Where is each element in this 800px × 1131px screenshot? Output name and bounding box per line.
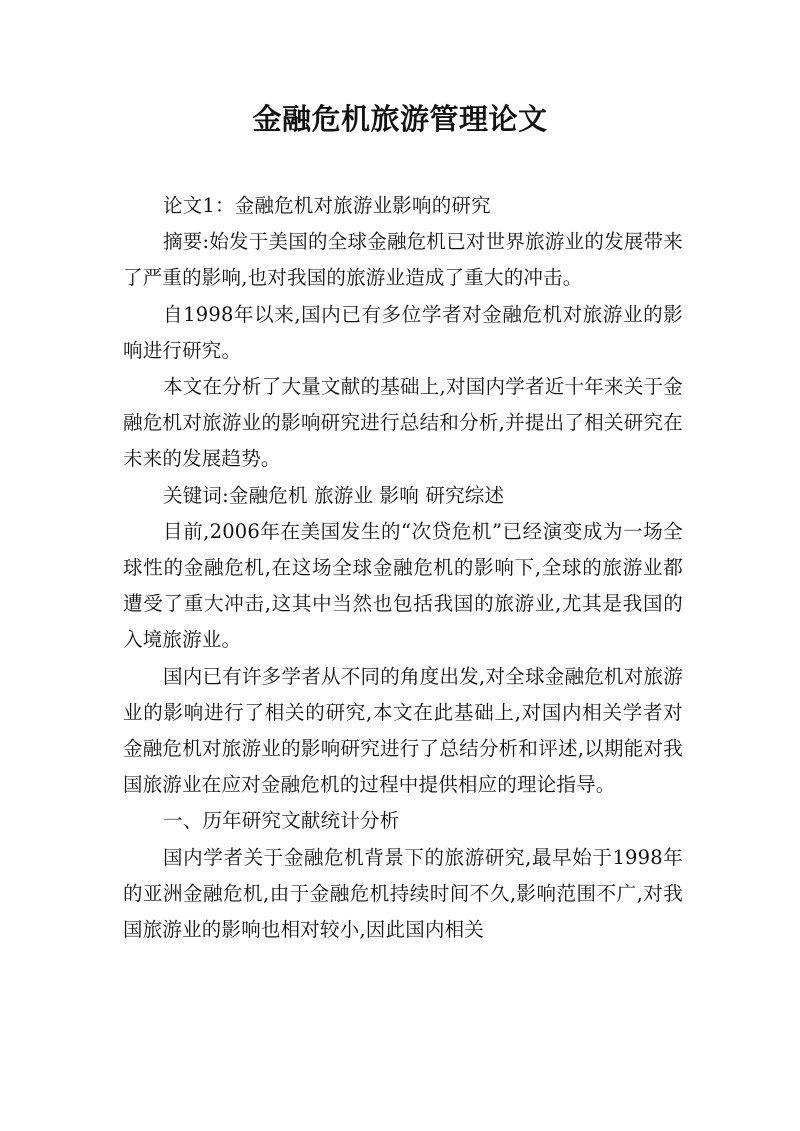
abstract-paragraph: 摘要:始发于美国的全球金融危机已对世界旅游业的发展带来了严重的影响,也对我国的旅游业造成了重大的冲击。	[123, 230, 683, 290]
abstract-paragraph: 自1998年以来,国内已有多位学者对金融危机对旅游业的影响进行研究。	[123, 302, 683, 362]
abstract-paragraph: 本文在分析了大量文献的基础上,对国内学者近十年来关于金融危机对旅游业的影响研究进行总结和分析,并提出了相关研究在未来的发展趋势。	[123, 375, 683, 471]
paper-subtitle: 论文1：金融危机对旅游业影响的研究	[163, 194, 491, 217]
document-title: 金融危机旅游管理论文	[252, 102, 548, 136]
keywords-line: 关键词:金融危机 旅游业 影响 研究综述	[163, 483, 505, 507]
section-heading: 一、历年研究文献统计分析	[163, 809, 400, 833]
body-paragraph: 国内学者关于金融危机背景下的旅游研究,最早始于1998年的亚洲金融危机,由于金融危机持续时间不久,影响范围不广,对我国旅游业的影响也相对较小,因此国内相关	[123, 845, 683, 942]
body-paragraph: 目前,2006年在美国发生的“次贷危机”已经演变成为一场全球性的金融危机,在这场全球金融危机的影响下,全球的旅游业都遭受了重大冲击,这其中当然也包括我国的旅游业,尤其是我国的入境旅游业。	[123, 519, 683, 652]
document-body	[123, 188, 683, 948]
body-paragraph: 国内已有许多学者从不同的角度出发,对全球金融危机对旅游业的影响进行了相关的研究,本文在此基础上,对国内相关学者对金融危机对旅游业的影响研究进行了总结分析和评述,以期能对我国旅游业在应对金融危机的过程中提供相应的理论指导。	[123, 664, 683, 797]
